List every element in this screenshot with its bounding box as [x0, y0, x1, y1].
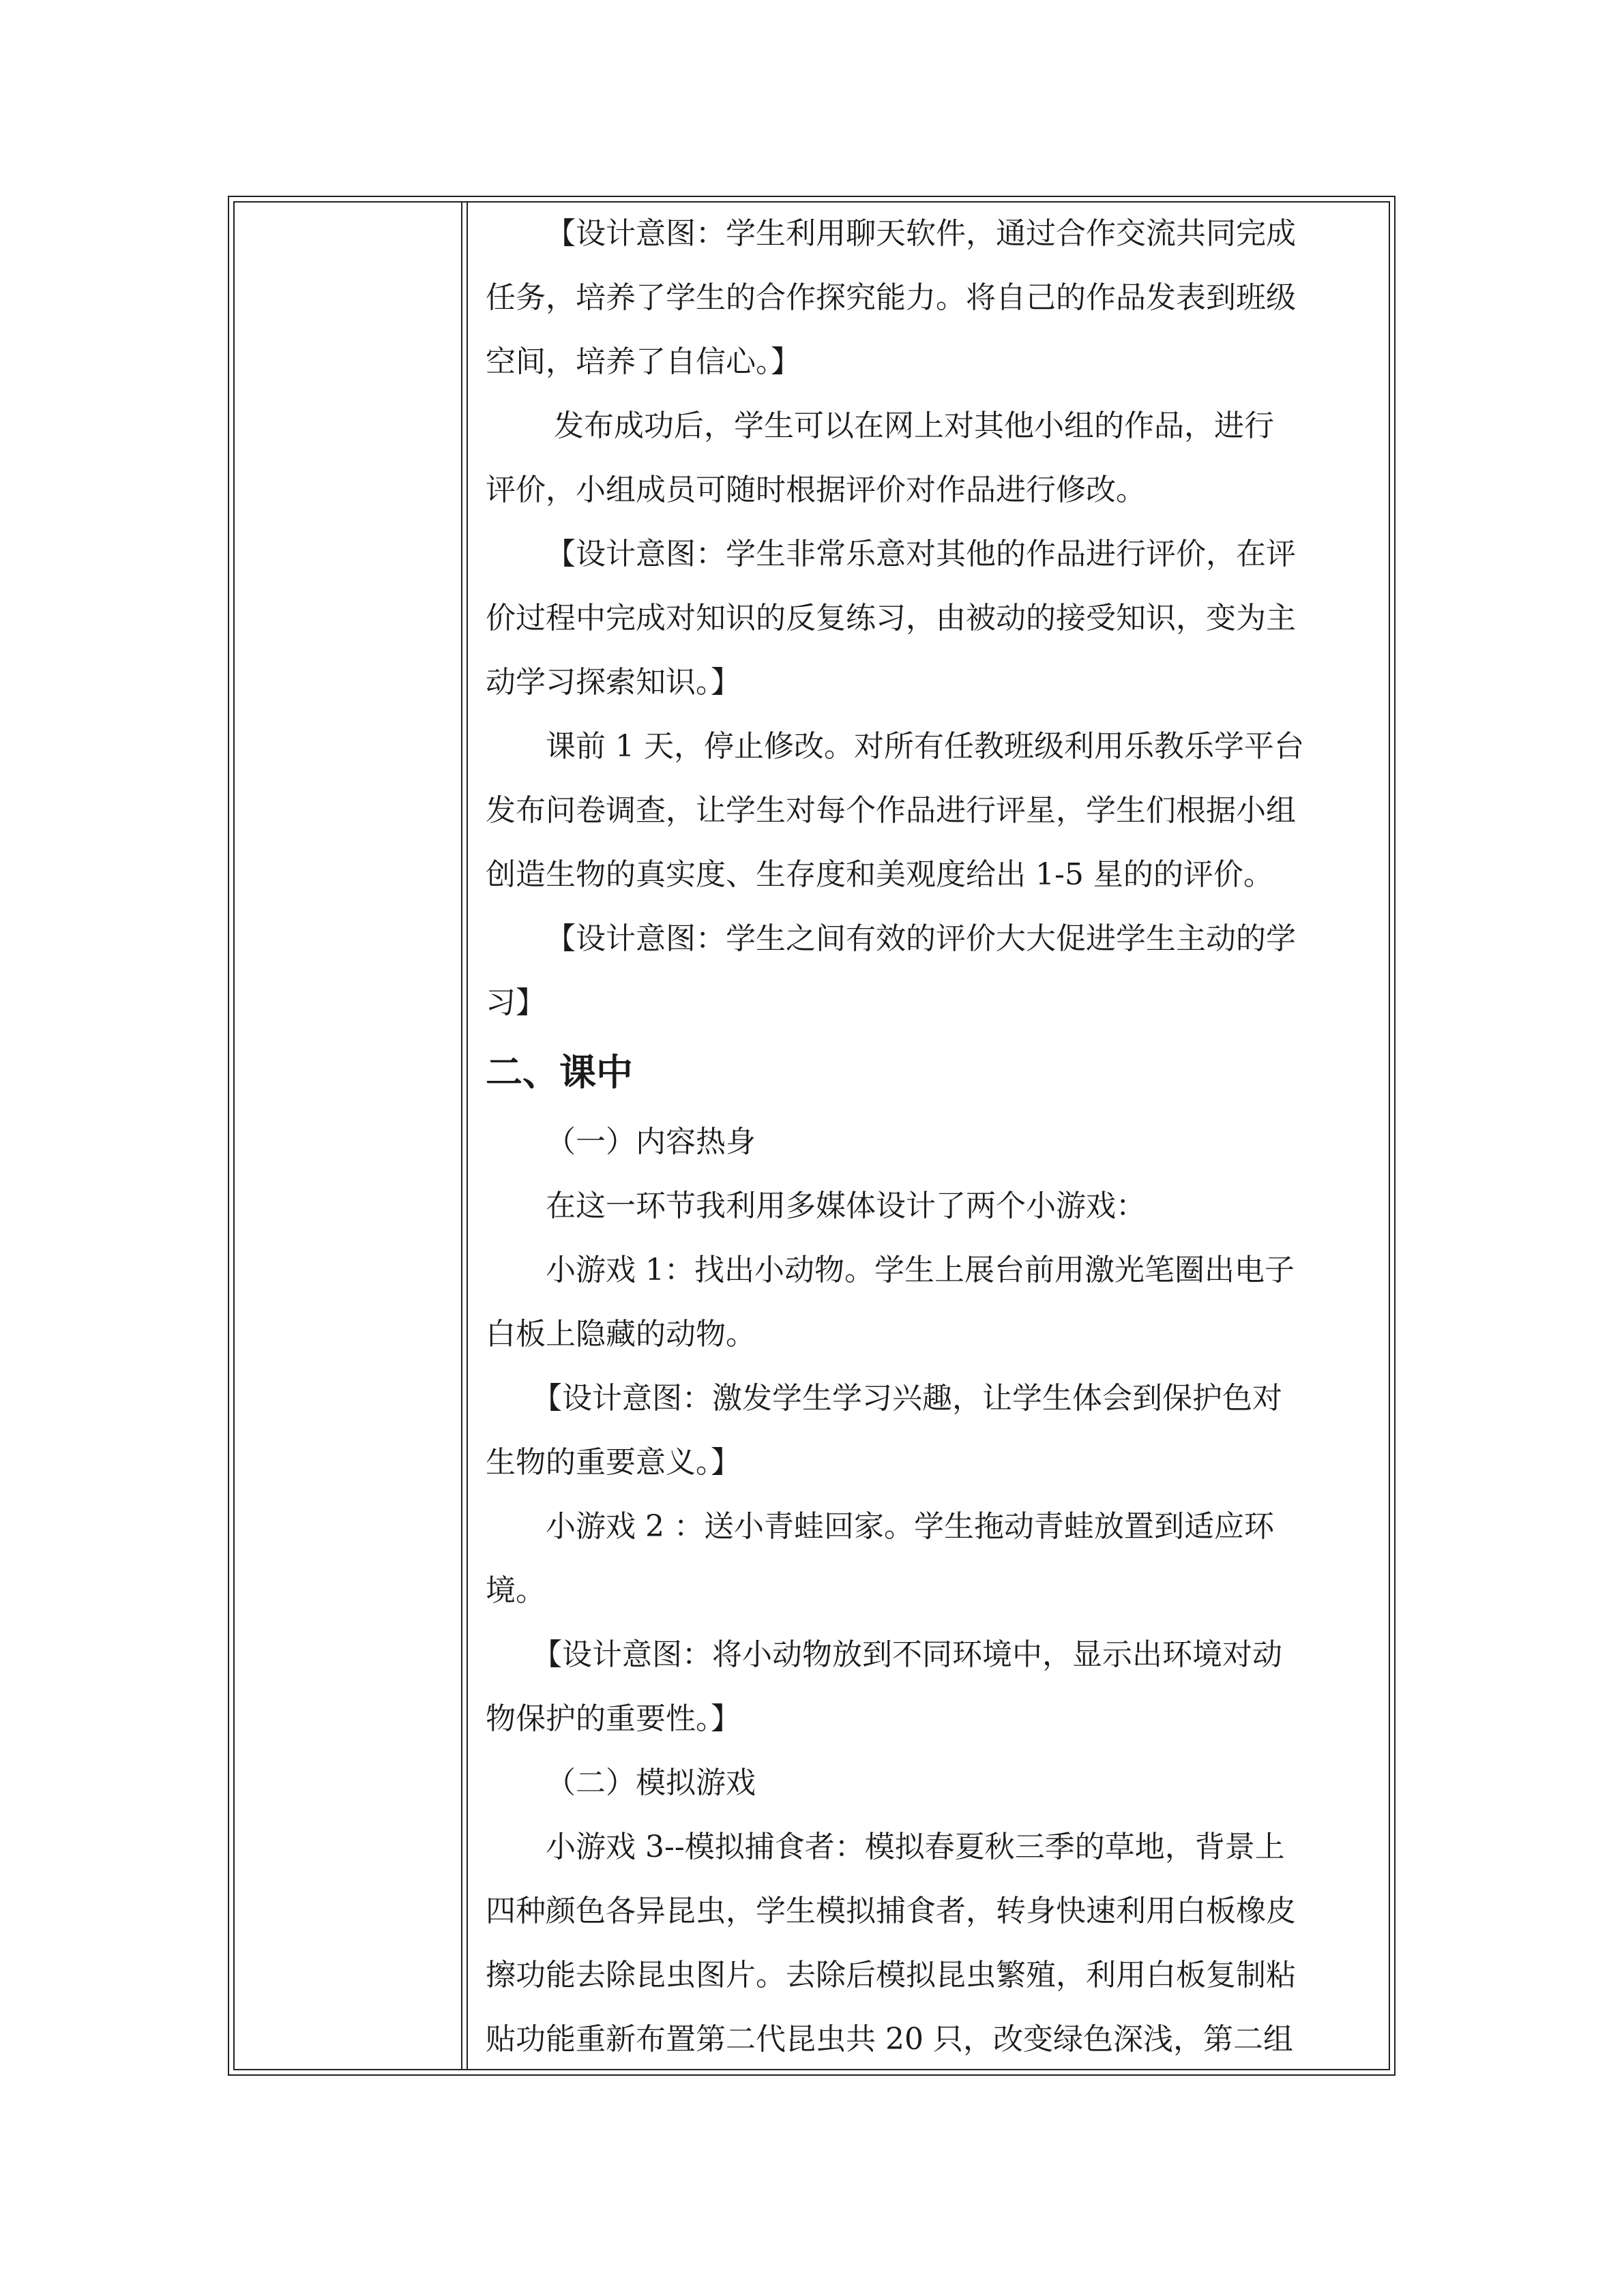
paragraph-line: 【设计意图：学生之间有效的评价大大促进学生主动的学: [546, 921, 1296, 956]
paragraph-line: 在这一环节我利用多媒体设计了两个小游戏：: [546, 1189, 1146, 1223]
paragraph-line: 课前 1 天，停止修改。对所有任教班级利用乐教乐学平台: [546, 729, 1304, 764]
paragraph-line: 习】: [486, 985, 546, 1020]
paragraph-line: 四种颜色各异昆虫，学生模拟捕食者，转身快速利用白板橡皮: [486, 1894, 1296, 1928]
paragraph-line: 发布问卷调查，让学生对每个作品进行评星，学生们根据小组: [486, 793, 1296, 828]
subsection-heading: （一）内容热身: [546, 1124, 756, 1159]
paragraph-line: 生物的重要意义。】: [486, 1445, 741, 1480]
section-heading: 二、课中: [486, 1051, 633, 1094]
paragraph-line: 贴功能重新布置第二代昆虫共 20 只，改变绿色深浅，第二组: [486, 2022, 1293, 2057]
paragraph-line: 创造生物的真实度、生存度和美观度给出 1-5 星的的评价。: [486, 857, 1273, 892]
paragraph-line: 评价，小组成员可随时根据评价对作品进行修改。: [486, 473, 1146, 507]
subsection-heading: （二）模拟游戏: [546, 1765, 756, 1800]
paragraph-line: 发布成功后，学生可以在网上对其他小组的作品，进行: [554, 408, 1274, 443]
paragraph-line: 【设计意图：学生非常乐意对其他的作品进行评价，在评: [546, 537, 1296, 571]
column-divider: [461, 201, 462, 2070]
paragraph-line: 【设计意图：学生利用聊天软件，通过合作交流共同完成: [546, 216, 1296, 251]
paragraph-line: 擦功能去除昆虫图片。去除后模拟昆虫繁殖，利用白板复制粘: [486, 1958, 1296, 1993]
table-content-cell: [486, 202, 1372, 2072]
paragraph-line: 小游戏 2 ：送小青蛙回家。学生拖动青蛙放置到适应环: [546, 1509, 1274, 1544]
paragraph-line: 物保护的重要性。】: [486, 1701, 741, 1736]
paragraph-line: 动学习探索知识。】: [486, 665, 741, 700]
paragraph-line: 【设计意图：将小动物放到不同环境中，显示出环境对动: [532, 1637, 1282, 1672]
paragraph-line: 白板上隐藏的动物。: [486, 1317, 756, 1352]
paragraph-line: 空间，培养了自信心。】: [486, 344, 801, 379]
table-left-cell: [235, 203, 460, 2069]
column-divider: [467, 201, 468, 2070]
paragraph-line: 【设计意图：激发学生学习兴趣，让学生体会到保护色对: [532, 1381, 1282, 1416]
paragraph-line: 任务，培养了学生的合作探究能力。将自己的作品发表到班级: [486, 280, 1296, 315]
paragraph-line: 小游戏 1：找出小动物。学生上展台前用激光笔圈出电子: [546, 1253, 1295, 1287]
paragraph-line: 价过程中完成对知识的反复练习，由被动的接受知识，变为主: [486, 601, 1296, 636]
paragraph-line: 小游戏 3--模拟捕食者：模拟春夏秋三季的草地，背景上: [546, 1830, 1285, 1864]
paragraph-line: 境。: [486, 1573, 546, 1608]
